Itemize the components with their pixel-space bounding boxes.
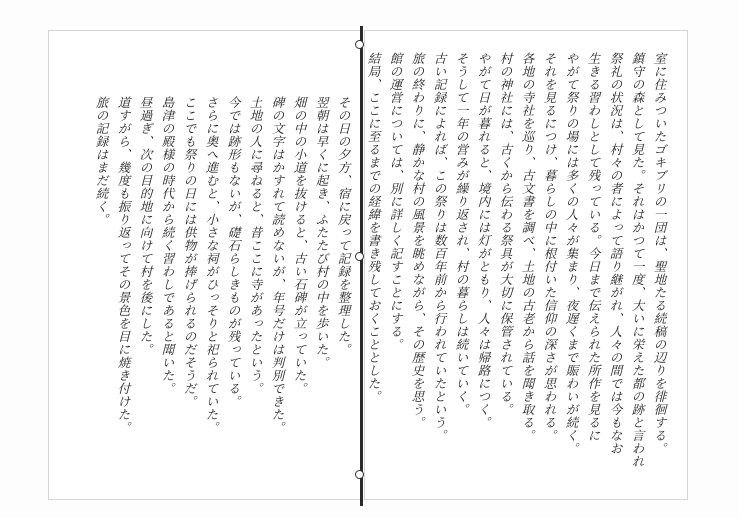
right-page-text: [366, 52, 670, 472]
text-column: 古い記録によれば、この祭りは数百年前から行われていたという。: [432, 52, 447, 442]
left-page-text: [54, 96, 354, 468]
text-column: さらに奥へ進むと、小さな祠がひっそりと祀られていた。: [204, 96, 219, 434]
text-column: それを見るにつけ、暮らしの中に根付いた信仰の深さが思われる。: [542, 52, 557, 442]
text-column: 村の神社には、古くから伝わる祭具が大切に保管されている。: [498, 52, 513, 416]
binding-hole: [355, 40, 364, 49]
text-column: 鎮守の森として見た。それはかつて一度、大いに栄えた都の跡と言われ: [630, 52, 645, 468]
text-column: 道すがら、幾度も振り返ってその景色を目に焼き付けた。: [116, 96, 131, 434]
text-column: やがて日が暮れると、境内には灯がともり、人々は帰路につく。: [476, 52, 491, 429]
text-column: 旅の終わりに、静かな村の風景を眺めながら、その歴史を思う。: [410, 52, 425, 429]
text-column: そうして一年の営みが繰り返され、村の暮らしは続いていく。: [454, 52, 469, 416]
text-column: 生きる習わしとして残っている。今日まで伝えられた所作を見るに: [586, 52, 601, 442]
text-column: 昼過ぎ、次の目的地に向けて村を後にした。: [138, 96, 153, 356]
text-column: 島津の殿様の時代から続く習わしであると聞いた。: [160, 96, 175, 395]
text-column: やがて祭りの場には多くの人々が集まり、夜遅くまで賑わいが続く。: [564, 52, 579, 455]
text-column: ここでも祭りの日には供物が捧げられるのだそうだ。: [182, 96, 197, 408]
text-column: 館の運営については、別に詳しく記すことにする。: [388, 52, 403, 351]
text-column: 今では跡形もないが、礎石らしきものが残っている。: [226, 96, 241, 408]
text-column: 結局、ここに至るまでの経緯を書き残しておくこととした。: [366, 52, 381, 403]
text-column: 室に住みついたゴキブリの一団は、聖地たる続稿の辺りを徘徊する。: [652, 52, 667, 455]
text-column: 祭礼の状況は、村々の者によって語り継がれ、人々の間では今もなお: [608, 52, 623, 455]
text-column: 畑の中の小道を抜けると、古い石碑が立っていた。: [292, 96, 307, 395]
text-column: 土地の人に尋ねると、昔ここに寺があったという。: [248, 96, 263, 395]
text-column: その日の夕方、宿に戻って記録を整理した。: [336, 96, 351, 356]
text-column: 旅の記録はまだ続く。: [94, 96, 109, 226]
text-column: 各地の寺社を巡り、古文書を調べ、土地の古老から話を聞き取る。: [520, 52, 535, 442]
text-column: 碑の文字はかすれて読めないが、年号だけは判別できた。: [270, 96, 285, 434]
text-column: 翌朝は早くに起き、ふたたび村の中を歩いた。: [314, 96, 329, 369]
